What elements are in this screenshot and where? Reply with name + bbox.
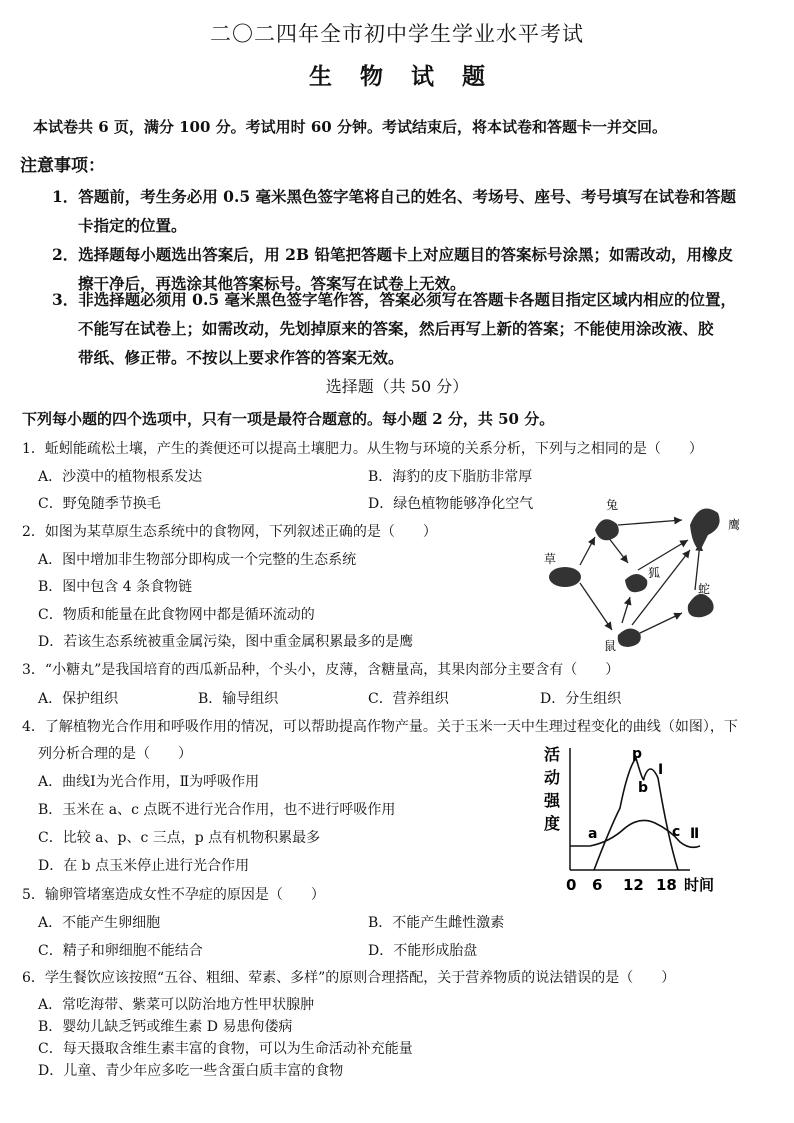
curve-label-I: Ⅰ bbox=[658, 762, 664, 778]
label-snake: 蛇 bbox=[698, 582, 711, 596]
question-5-option-c[interactable]: C．精子和卵细胞不能结合 bbox=[38, 943, 203, 959]
question-5-option-b[interactable]: B．不能产生雌性激素 bbox=[368, 915, 505, 931]
exam-title: 二〇二四年全市初中学生学业水平考试 bbox=[210, 22, 584, 46]
question-1-stem: 1．蚯蚓能疏松土壤，产生的粪便还可以提高土壤肥力。从生物与环境的关系分析，下列与之相同的是（ ） bbox=[22, 441, 703, 457]
x-axis-label: 时间 bbox=[684, 876, 715, 894]
notice-item-1 bbox=[52, 182, 736, 240]
mouse-icon bbox=[618, 628, 641, 647]
point-label-c: c bbox=[672, 824, 681, 840]
arrow-rabbit-eagle bbox=[618, 520, 682, 525]
curve-label-II: Ⅱ bbox=[690, 826, 700, 842]
arrow-grass-rabbit bbox=[580, 537, 595, 565]
food-web-figure bbox=[540, 495, 770, 665]
question-5-option-d[interactable]: D．不能形成胎盘 bbox=[368, 943, 478, 959]
question-2-option-c[interactable]: C．物质和能量在此食物网中都是循环流动的 bbox=[38, 607, 315, 623]
ylabel-char: 动 bbox=[544, 768, 561, 787]
question-3-stem: 3．“小糖丸”是我国培育的西瓜新品种，个头小，皮薄，含糖量高，其果肉部分主要含有（ ） bbox=[22, 662, 620, 678]
question-4-option-c[interactable]: C．比较 a、p、c 三点，p 点有机物积累最多 bbox=[38, 830, 321, 846]
arrow-fox-eagle bbox=[638, 540, 688, 570]
question-4-option-d[interactable]: D．在 b 点玉米停止进行光合作用 bbox=[38, 858, 250, 874]
subject-title: 生物试题 bbox=[309, 63, 513, 90]
question-6-option-c[interactable]: C．每天摄取含维生素丰富的食物，可以为生命活动补充能量 bbox=[38, 1041, 413, 1057]
label-fox: 狐 bbox=[648, 566, 661, 580]
question-4-stem-line2: 列分析合理的是（ ） bbox=[38, 746, 192, 762]
label-mouse: 鼠 bbox=[604, 639, 617, 653]
question-5-stem: 5．输卵管堵塞造成女性不孕症的原因是（ ） bbox=[22, 887, 325, 903]
question-2-stem: 2．如图为某草原生态系统中的食物网，下列叙述正确的是（ ） bbox=[22, 524, 437, 540]
snake-icon bbox=[688, 594, 714, 617]
question-6-option-a[interactable]: A．常吃海带、紫菜可以防治地方性甲状腺肿 bbox=[38, 997, 315, 1013]
exam-info: 本试卷共 6 页，满分 100 分。考试用时 60 分钟。考试结束后，将本试卷和答题卡一并交回。 bbox=[33, 118, 667, 136]
notice-line: 1．答题前，考生务必用 0.5 毫米黑色签字笔将自己的姓名、考场号、座号、考号填写在试卷和答题 bbox=[52, 187, 737, 206]
label-grass: 草 bbox=[544, 552, 557, 566]
point-label-p: p bbox=[632, 746, 643, 762]
arrow-grass-mouse bbox=[580, 583, 612, 630]
fox-icon bbox=[625, 574, 647, 592]
question-1-option-b[interactable]: B．海豹的皮下脂肪非常厚 bbox=[368, 469, 533, 485]
arrow-rabbit-fox bbox=[608, 537, 628, 563]
question-4-option-a[interactable]: A．曲线Ⅰ为光合作用，Ⅱ为呼吸作用 bbox=[38, 774, 260, 790]
question-5-option-a[interactable]: A．不能产生卵细胞 bbox=[38, 915, 161, 931]
notice-line: 不能写在试卷上；如需改动，先划掉原来的答案，然后再写上新的答案；不能使用涂改液、胶 bbox=[78, 319, 714, 338]
ylabel-char: 强 bbox=[544, 791, 561, 810]
question-6-option-b[interactable]: B．婴幼儿缺乏钙或维生素 D 易患佝偻病 bbox=[38, 1019, 293, 1035]
section-title: 选择题（共 50 分） bbox=[325, 377, 469, 396]
notice-heading: 注意事项： bbox=[20, 156, 105, 176]
question-6-stem: 6．学生餐饮应该按照“五谷、粗细、荤素、多样”的原则合理搭配，关于营养物质的说法错误的是（ ） bbox=[22, 970, 676, 986]
question-1-option-d[interactable]: D．绿色植物能够净化空气 bbox=[368, 496, 534, 512]
x-tick-label: 0 bbox=[566, 876, 577, 894]
notice-line: 卡指定的位置。 bbox=[78, 216, 187, 235]
question-3-option-d[interactable]: D．分生组织 bbox=[540, 691, 622, 707]
curve-chart bbox=[540, 738, 730, 898]
section-instruction: 下列每小题的四个选项中，只有一项是最符合题意的。每小题 2 分，共 50 分。 bbox=[22, 410, 555, 428]
x-tick-label: 18 bbox=[656, 876, 677, 894]
point-label-a: a bbox=[588, 826, 598, 842]
question-3-option-c[interactable]: C．营养组织 bbox=[368, 691, 449, 707]
question-4-stem-line1: 4．了解植物光合作用和呼吸作用的情况，可以帮助提高作物产量。关于玉米一天中生理过程变化的曲线（如图），下 bbox=[22, 719, 738, 735]
question-4-option-b[interactable]: B．玉米在 a、c 点既不进行光合作用，也不进行呼吸作用 bbox=[38, 802, 396, 818]
question-3-option-b[interactable]: B．输导组织 bbox=[198, 691, 279, 707]
arrow-mouse-fox bbox=[622, 597, 630, 623]
question-1-option-a[interactable]: A．沙漠中的植物根系发达 bbox=[38, 469, 203, 485]
rabbit-icon bbox=[595, 519, 619, 540]
x-tick-label: 6 bbox=[592, 876, 603, 894]
x-tick-label: 12 bbox=[623, 876, 644, 894]
label-eagle: 鹰 bbox=[728, 518, 741, 532]
notice-line: 擦干净后，再选涂其他答案标号。答案写在试卷上无效。 bbox=[78, 274, 466, 293]
question-3-option-a[interactable]: A．保护组织 bbox=[38, 691, 119, 707]
label-rabbit: 兔 bbox=[606, 498, 619, 512]
question-2-option-a[interactable]: A．图中增加非生物部分即构成一个完整的生态系统 bbox=[38, 552, 357, 568]
notice-line: 带纸、修正带。不按以上要求作答的答案无效。 bbox=[78, 348, 404, 367]
arrow-mouse-snake bbox=[640, 613, 682, 633]
eagle-icon bbox=[690, 509, 720, 551]
question-2-option-d[interactable]: D．若该生态系统被重金属污染，图中重金属积累最多的是鹰 bbox=[38, 634, 414, 650]
notice-line: 3．非选择题必须用 0.5 毫米黑色签字笔作答，答案必须写在答题卡各题目指定区域内相应的位置， bbox=[52, 290, 737, 309]
ylabel-char: 活 bbox=[544, 745, 561, 764]
grass-icon bbox=[549, 567, 581, 587]
notice-line: 2．选择题每小题选出答案后，用 2B 铅笔把答题卡上对应题目的答案标号涂黑；如需改动，用橡皮 bbox=[52, 245, 733, 264]
notice-item-3 bbox=[52, 285, 736, 372]
ylabel-char: 度 bbox=[544, 814, 561, 833]
curve-I bbox=[594, 758, 681, 870]
point-label-b: b bbox=[638, 780, 649, 796]
question-6-option-d[interactable]: D．儿童、青少年应多吃一些含蛋白质丰富的食物 bbox=[38, 1063, 344, 1079]
question-2-option-b[interactable]: B．图中包含 4 条食物链 bbox=[38, 579, 193, 595]
question-1-option-c[interactable]: C．野兔随季节换毛 bbox=[38, 496, 161, 512]
